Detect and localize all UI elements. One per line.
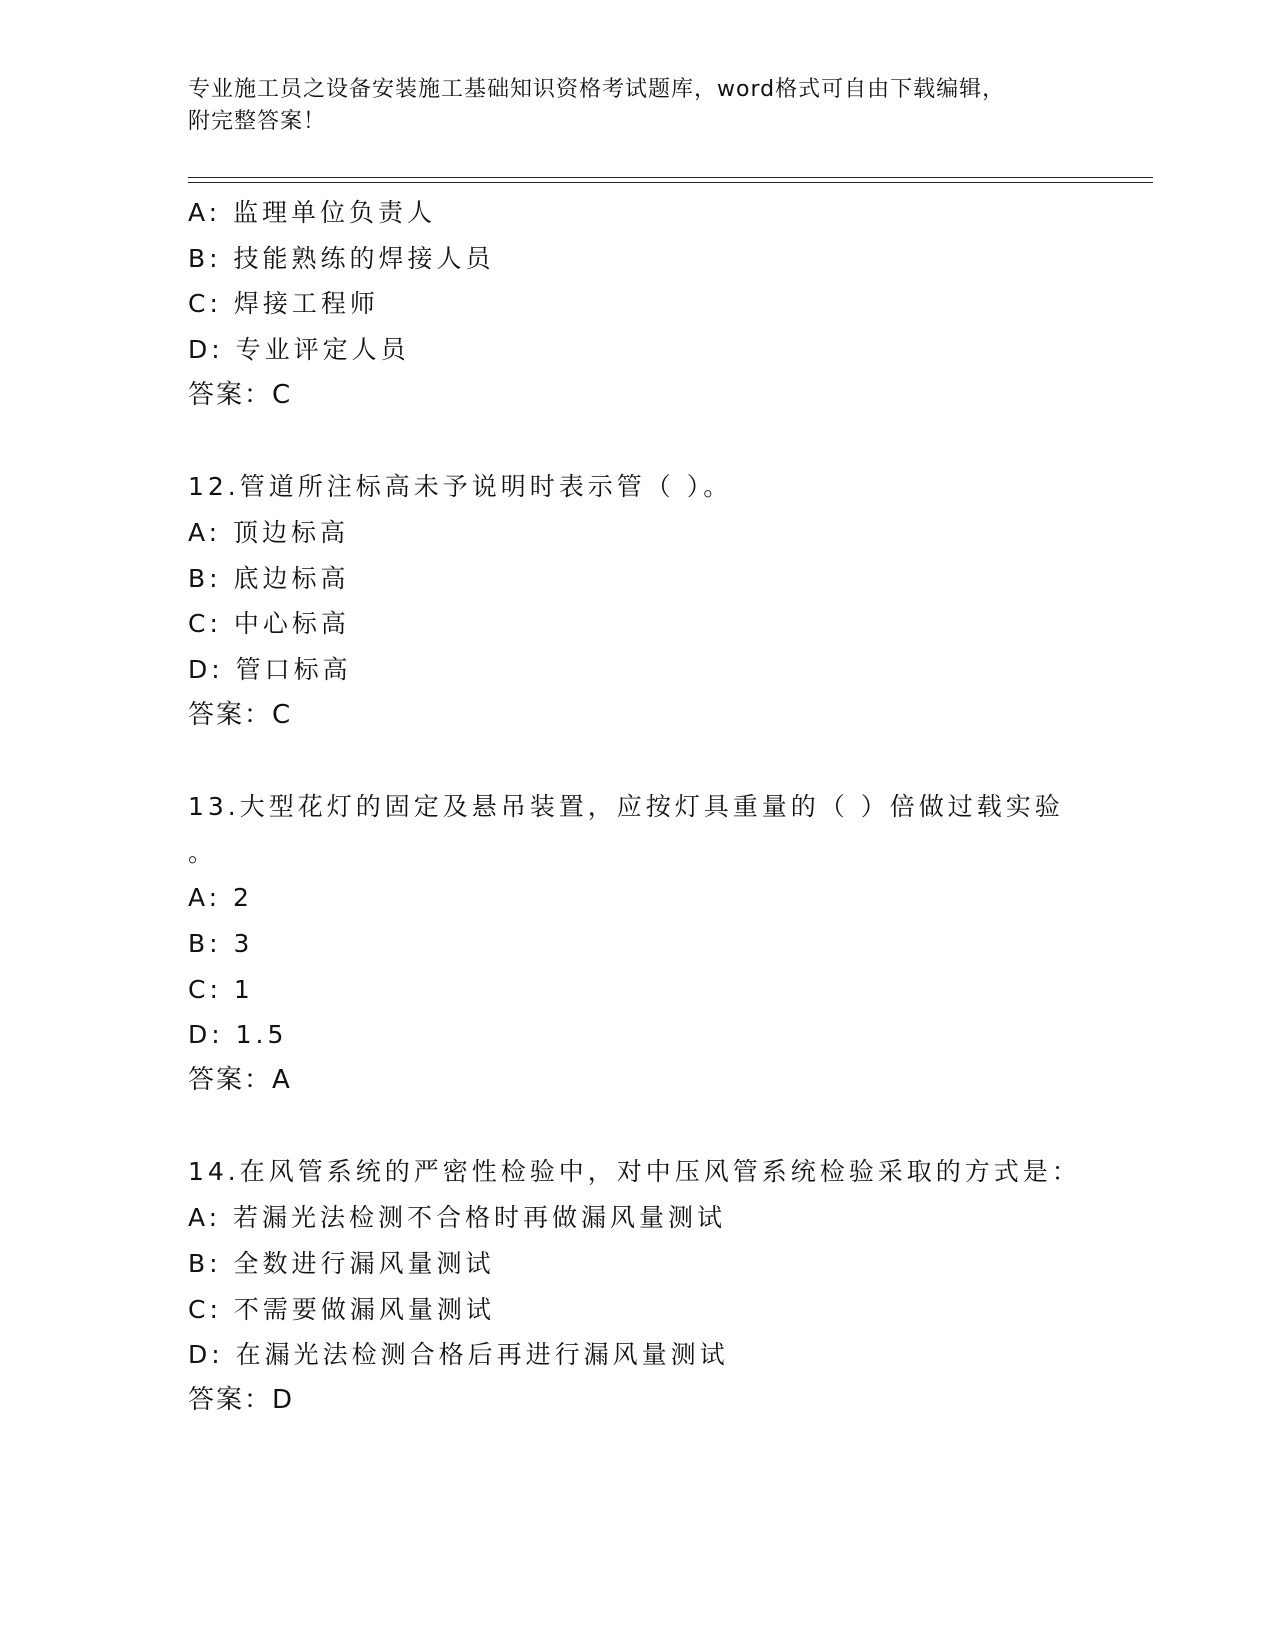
option-c: C: 焊接工程师: [188, 289, 379, 319]
answer: 答案：D: [188, 1384, 295, 1415]
spacer: [188, 738, 1088, 784]
option-a: A: 顶边标高: [188, 517, 350, 547]
header-divider-bottom: [188, 182, 1153, 183]
option-a: A: 2: [188, 883, 253, 913]
option-b: B: 技能熟练的焊接人员: [188, 243, 495, 273]
answer: 答案：C: [188, 699, 293, 730]
spacer: [188, 418, 1088, 464]
document-header: [188, 74, 1088, 138]
option-a: A: 若漏光法检测不合格时再做漏风量测试: [188, 1203, 727, 1233]
option-a: A: 监理单位负责人: [188, 198, 437, 227]
header-divider-top: [188, 177, 1153, 178]
question-11: [188, 190, 1088, 418]
option-b: B: 底边标高: [188, 563, 350, 593]
question-stem: 14.在风管系统的严密性检验中，对中压风管系统检验采取的方式是：: [188, 1157, 1081, 1187]
question-list: [188, 190, 1088, 1424]
header-line-2: 附完整答案！: [188, 109, 327, 134]
option-d: D: 在漏光法检测合格后再进行漏风量测试: [188, 1340, 729, 1370]
question-stem: 12.管道所注标高未予说明时表示管（ ）。: [188, 472, 733, 502]
option-d: D: 1.5: [188, 1020, 288, 1050]
question-14: [188, 1149, 1088, 1423]
answer: 答案：A: [188, 1065, 292, 1096]
header-line-1: 专业施工员之设备安装施工基础知识资格考试题库，word格式可自由下载编辑，: [188, 77, 1006, 102]
question-stem: 13.大型花灯的固定及悬吊装置，应按灯具重量的（ ）倍做过载实验: [188, 791, 1064, 821]
option-d: D: 专业评定人员: [188, 335, 410, 365]
option-c: C: 不需要做漏风量测试: [188, 1294, 495, 1324]
question-13: [188, 784, 1088, 1104]
question-stem-continued: 。: [188, 837, 218, 867]
question-12: [188, 464, 1088, 738]
option-b: B: 3: [188, 929, 254, 958]
option-b: B: 全数进行漏风量测试: [188, 1248, 495, 1278]
option-d: D: 管口标高: [188, 654, 352, 684]
option-c: C: 1: [188, 974, 254, 1004]
option-c: C: 中心标高: [188, 609, 350, 639]
spacer: [188, 1104, 1088, 1150]
answer: 答案：C: [188, 379, 293, 410]
